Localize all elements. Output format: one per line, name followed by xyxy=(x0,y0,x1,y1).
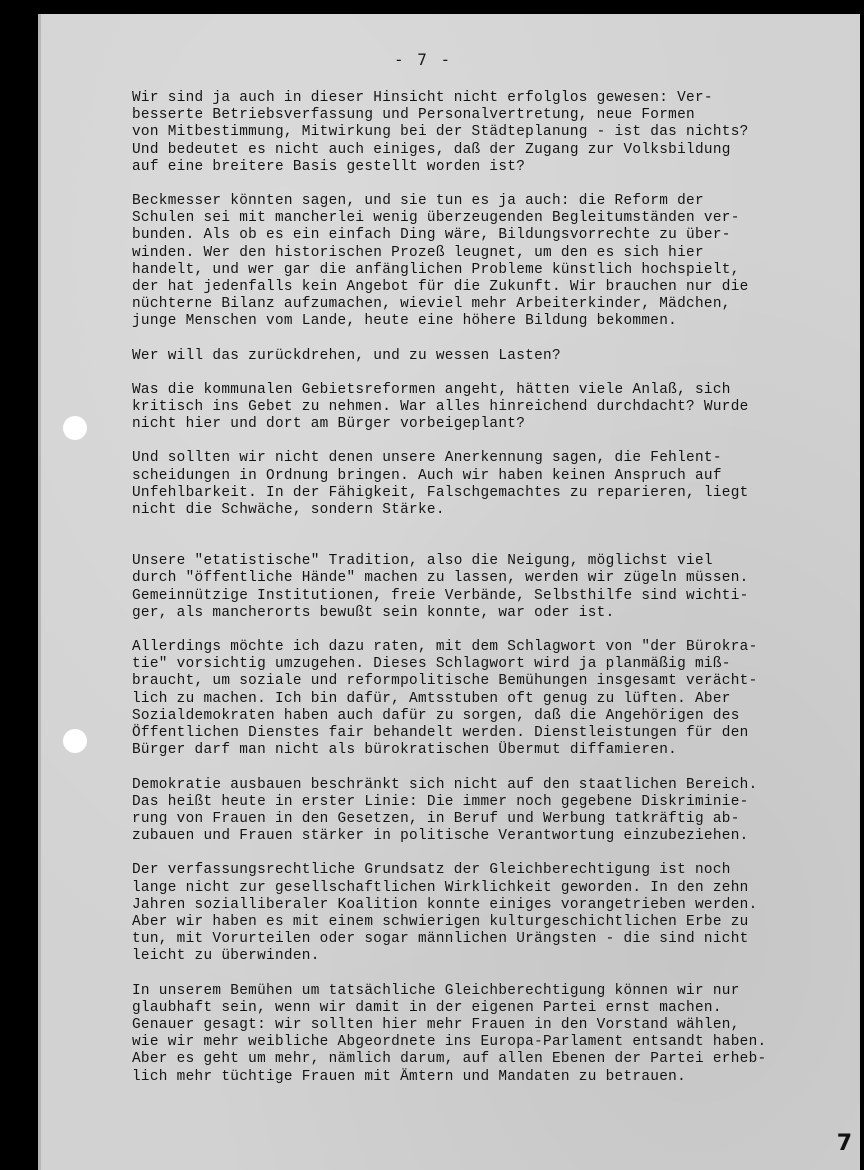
margin-shadow xyxy=(38,14,41,1170)
corner-page-mark: 7 xyxy=(836,1131,852,1156)
paragraph-10: In unserem Bemühen um tatsächliche Gleichberechtigung können wir nur glaubhaft sein, wenn wir damit in der eigenen Partei ernst machen. Genauer gesagt: wir sollten hier mehr Frauen in den Vorstand wählen, wie wir mehr weibliche Abgeordnete ins Europa-Parlament entsandt haben. Aber es geht um mehr, nämlich darum, auf allen Ebenen der Partei erheb- lich mehr tüchtige Frauen mit Ämtern und Mandaten zu betrauen. xyxy=(132,982,767,1085)
paragraph-4: Was die kommunalen Gebietsreformen angeht, hätten viele Anlaß, sich kritisch ins Gebet zu nehmen. War alles hinreichend durchdacht? Wurde nicht hier und dort am Bürger vorbeigeplant? xyxy=(132,381,749,433)
punch-hole-lower xyxy=(63,729,87,753)
paragraph-6: Unsere "etatistische" Tradition, also die Neigung, möglichst viel durch "öffentliche Hände" machen zu lassen, werden wir zügeln müssen. Gemeinnützige Institutionen, freie Verbände, Selbsthilfe sind wichti- ger, als mancherorts bewußt sein konnte, war oder ist. xyxy=(132,553,749,621)
paragraph-7: Allerdings möchte ich dazu raten, mit dem Schlagwort von "der Bürokra- tie" vorsichtig umzugehen. Dieses Schlagwort wird ja planmäßig miß- braucht, um soziale und reformpolitische Bemühungen insgesamt verächt- lich zu machen. Ich bin dafür, Amtsstuben oft genug zu lüften. Aber Sozialdemokraten haben auch dafür zu sorgen, daß die Angehörigen des Öffentlichen Dienstes fair behandelt werden. Dienstleistungen für den Bürger darf man nicht als bürokratischen Übermut diffamieren. xyxy=(132,639,758,759)
paragraph-1: Wir sind ja auch in dieser Hinsicht nicht erfolglos gewesen: Ver- besserte Betriebsverfassung und Personalvertretung, neue Formen von Mitbestimmung, Mitwirkung bei der Städteplanung - ist das nichts? Und bedeutet es nicht auch einiges, daß der Zugang zur Volksbildung auf eine breitere Basis gestellt worden ist? xyxy=(132,90,749,175)
paragraph-2: Beckmesser könnten sagen, und sie tun es ja auch: die Reform der Schulen sei mit mancherlei wenig überzeugenden Begleitumständen ver- bunden. Als ob es ein einfach Ding wäre, Bildungsvorrechte zu über- winden. Wer den historischen Prozeß leugnet, um den es sich hier handelt, und wer gar die anfänglichen Probleme künstlich hochspielt, der hat jedenfalls kein Angebot für die Zukunft. Wir brauchen nur die nüchterne Bilanz aufzumachen, wieviel mehr Arbeiterkinder, Mädchen, junge Menschen vom Lande, heute eine höhere Bildung bekommen. xyxy=(132,193,749,330)
document-body xyxy=(132,90,852,1103)
paragraph-8: Demokratie ausbauen beschränkt sich nicht auf den staatlichen Bereich. Das heißt heute in erster Linie: Die immer noch gegebene Diskriminie- rung von Frauen in den Gesetzen, in Beruf und Werbung tatkräftig ab- zubauen und Frauen stärker in politische Verantwortung einzubeziehen. xyxy=(132,776,758,845)
paragraph-5: Und sollten wir nicht denen unsere Anerkennung sagen, die Fehlent- scheidungen in Ordnung bringen. Auch wir haben keinen Anspruch auf Unfehlbarkeit. In der Fähigkeit, Falschgemachtes zu reparieren, liegt nicht die Schwäche, sondern Stärke. xyxy=(132,450,749,519)
punch-hole-upper xyxy=(63,416,87,440)
page-number: - 7 - xyxy=(394,50,453,69)
paper-sheet xyxy=(38,14,860,1170)
paragraph-3: Wer will das zurückdrehen, und zu wessen Lasten? xyxy=(132,347,561,364)
paragraph-9: Der verfassungsrechtliche Grundsatz der Gleichberechtigung ist noch lange nicht zur gesellschaftlichen Wirklichkeit geworden. In den zehn Jahren sozialliberaler Koalition konnte einiges vorangetrieben werden. Aber wir haben es mit einem schwierigen kulturgeschichtlichen Erbe zu tun, mit Vorurteilen oder sogar männlichen Urängsten - die sind nicht leicht zu überwinden. xyxy=(132,862,758,965)
